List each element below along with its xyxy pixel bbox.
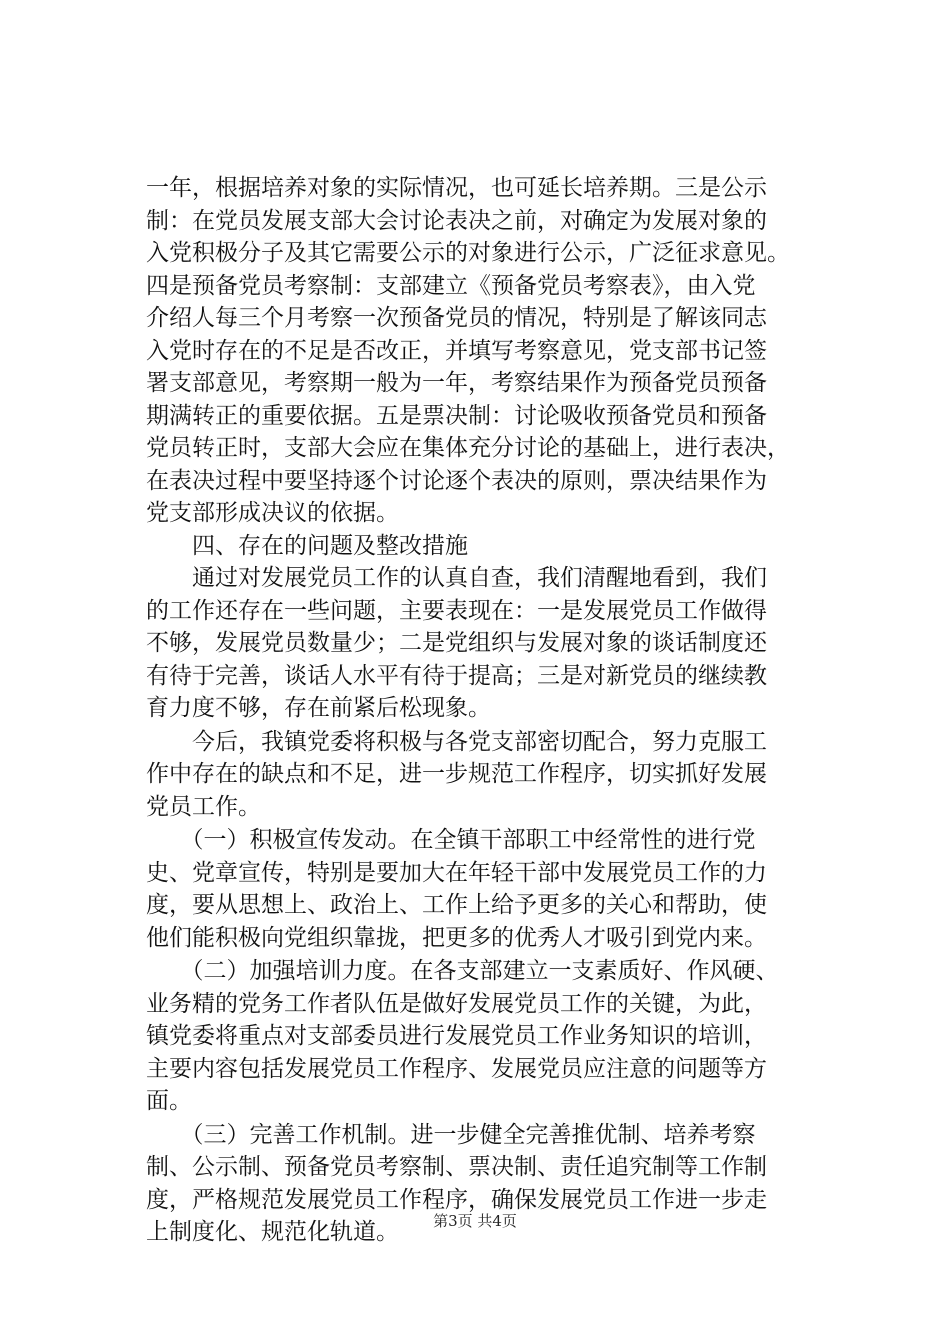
body-line: 主要内容包括发展党员工作程序、发展党员应注意的问题等方	[146, 1055, 767, 1082]
body-line: 业务精的党务工作者队伍是做好发展党员工作的关键，为此，	[146, 990, 767, 1017]
body-line: 今后，我镇党委将积极与各党支部密切配合，努力克服工	[146, 728, 767, 755]
body-line: 不够，发展党员数量少；二是党组织与发展对象的谈话制度还	[146, 630, 767, 656]
body-line: 介绍人每三个月考察一次预备党员的情况，特别是了解该同志	[146, 305, 767, 331]
body-line: 有待于完善，谈话人水平有待于提高；三是对新党员的继续教	[146, 662, 767, 689]
document-body	[146, 172, 846, 1249]
body-line: 入党积极分子及其它需要公示的对象进行公示，广泛征求意见。	[146, 240, 790, 266]
body-line: 镇党委将重点对支部委员进行发展党员工作业务知识的培训，	[146, 1023, 767, 1049]
body-line: 的工作还存在一些问题，主要表现在：一是发展党员工作做得	[146, 597, 767, 624]
body-line: 署支部意见，考察期一般为一年，考察结果作为预备党员预备	[146, 370, 767, 396]
body-line: （三）完善工作机制。进一步健全完善推优制、培养考察	[146, 1121, 756, 1148]
body-line: 在表决过程中要坚持逐个讨论逐个表决的原则，票决结果作为	[146, 467, 767, 494]
body-line: 一年，根据培养对象的实际情况，也可延长培养期。三是公示	[146, 175, 767, 201]
body-line: （一）积极宣传发动。在全镇干部职工中经常性的进行党	[146, 827, 756, 853]
body-line: 史、党章宣传，特别是要加大在年轻干部中发展党员工作的力	[146, 859, 767, 886]
body-line: 入党时存在的不足是否改正，并填写考察意见，党支部书记签	[146, 337, 767, 364]
page-number-footer: 第3页 共4页	[433, 1212, 517, 1230]
body-line: 党支部形成决议的依据。	[146, 500, 399, 526]
body-line: 他们能积极向党组织靠拢，把更多的优秀人才吸引到党内来。	[146, 924, 767, 951]
body-line: 面。	[146, 1088, 192, 1114]
body-line: 四是预备党员考察制：支部建立《预备党员考察表》，由入党	[146, 272, 756, 299]
body-line: 制、公示制、预备党员考察制、票决制、责任追究制等工作制	[146, 1154, 767, 1180]
body-line: 制：在党员发展支部大会讨论表决之前，对确定为发展对象的	[146, 207, 767, 234]
section-heading: 四、存在的问题及整改措施	[146, 532, 468, 559]
body-line: 作中存在的缺点和不足，进一步规范工作程序，切实抓好发展	[146, 761, 767, 787]
body-line: （二）加强培训力度。在各支部建立一支素质好、作风硬、	[146, 958, 779, 984]
body-line: 党员转正时，支部大会应在集体充分讨论的基础上，进行表决，	[146, 435, 790, 461]
body-line: 党员工作。	[146, 793, 261, 820]
body-line: 通过对发展党员工作的认真自查，我们清醒地看到，我们	[146, 565, 767, 591]
body-line: 度，要从思想上、政治上、工作上给予更多的关心和帮助，使	[146, 892, 767, 918]
body-line: 育力度不够，存在前紧后松现象。	[146, 695, 491, 721]
body-line: 度，严格规范发展党员工作程序，确保发展党员工作进一步走	[146, 1186, 767, 1213]
body-line: 期满转正的重要依据。五是票决制：讨论吸收预备党员和预备	[146, 402, 767, 429]
body-line: 上制度化、规范化轨道。	[146, 1219, 399, 1245]
